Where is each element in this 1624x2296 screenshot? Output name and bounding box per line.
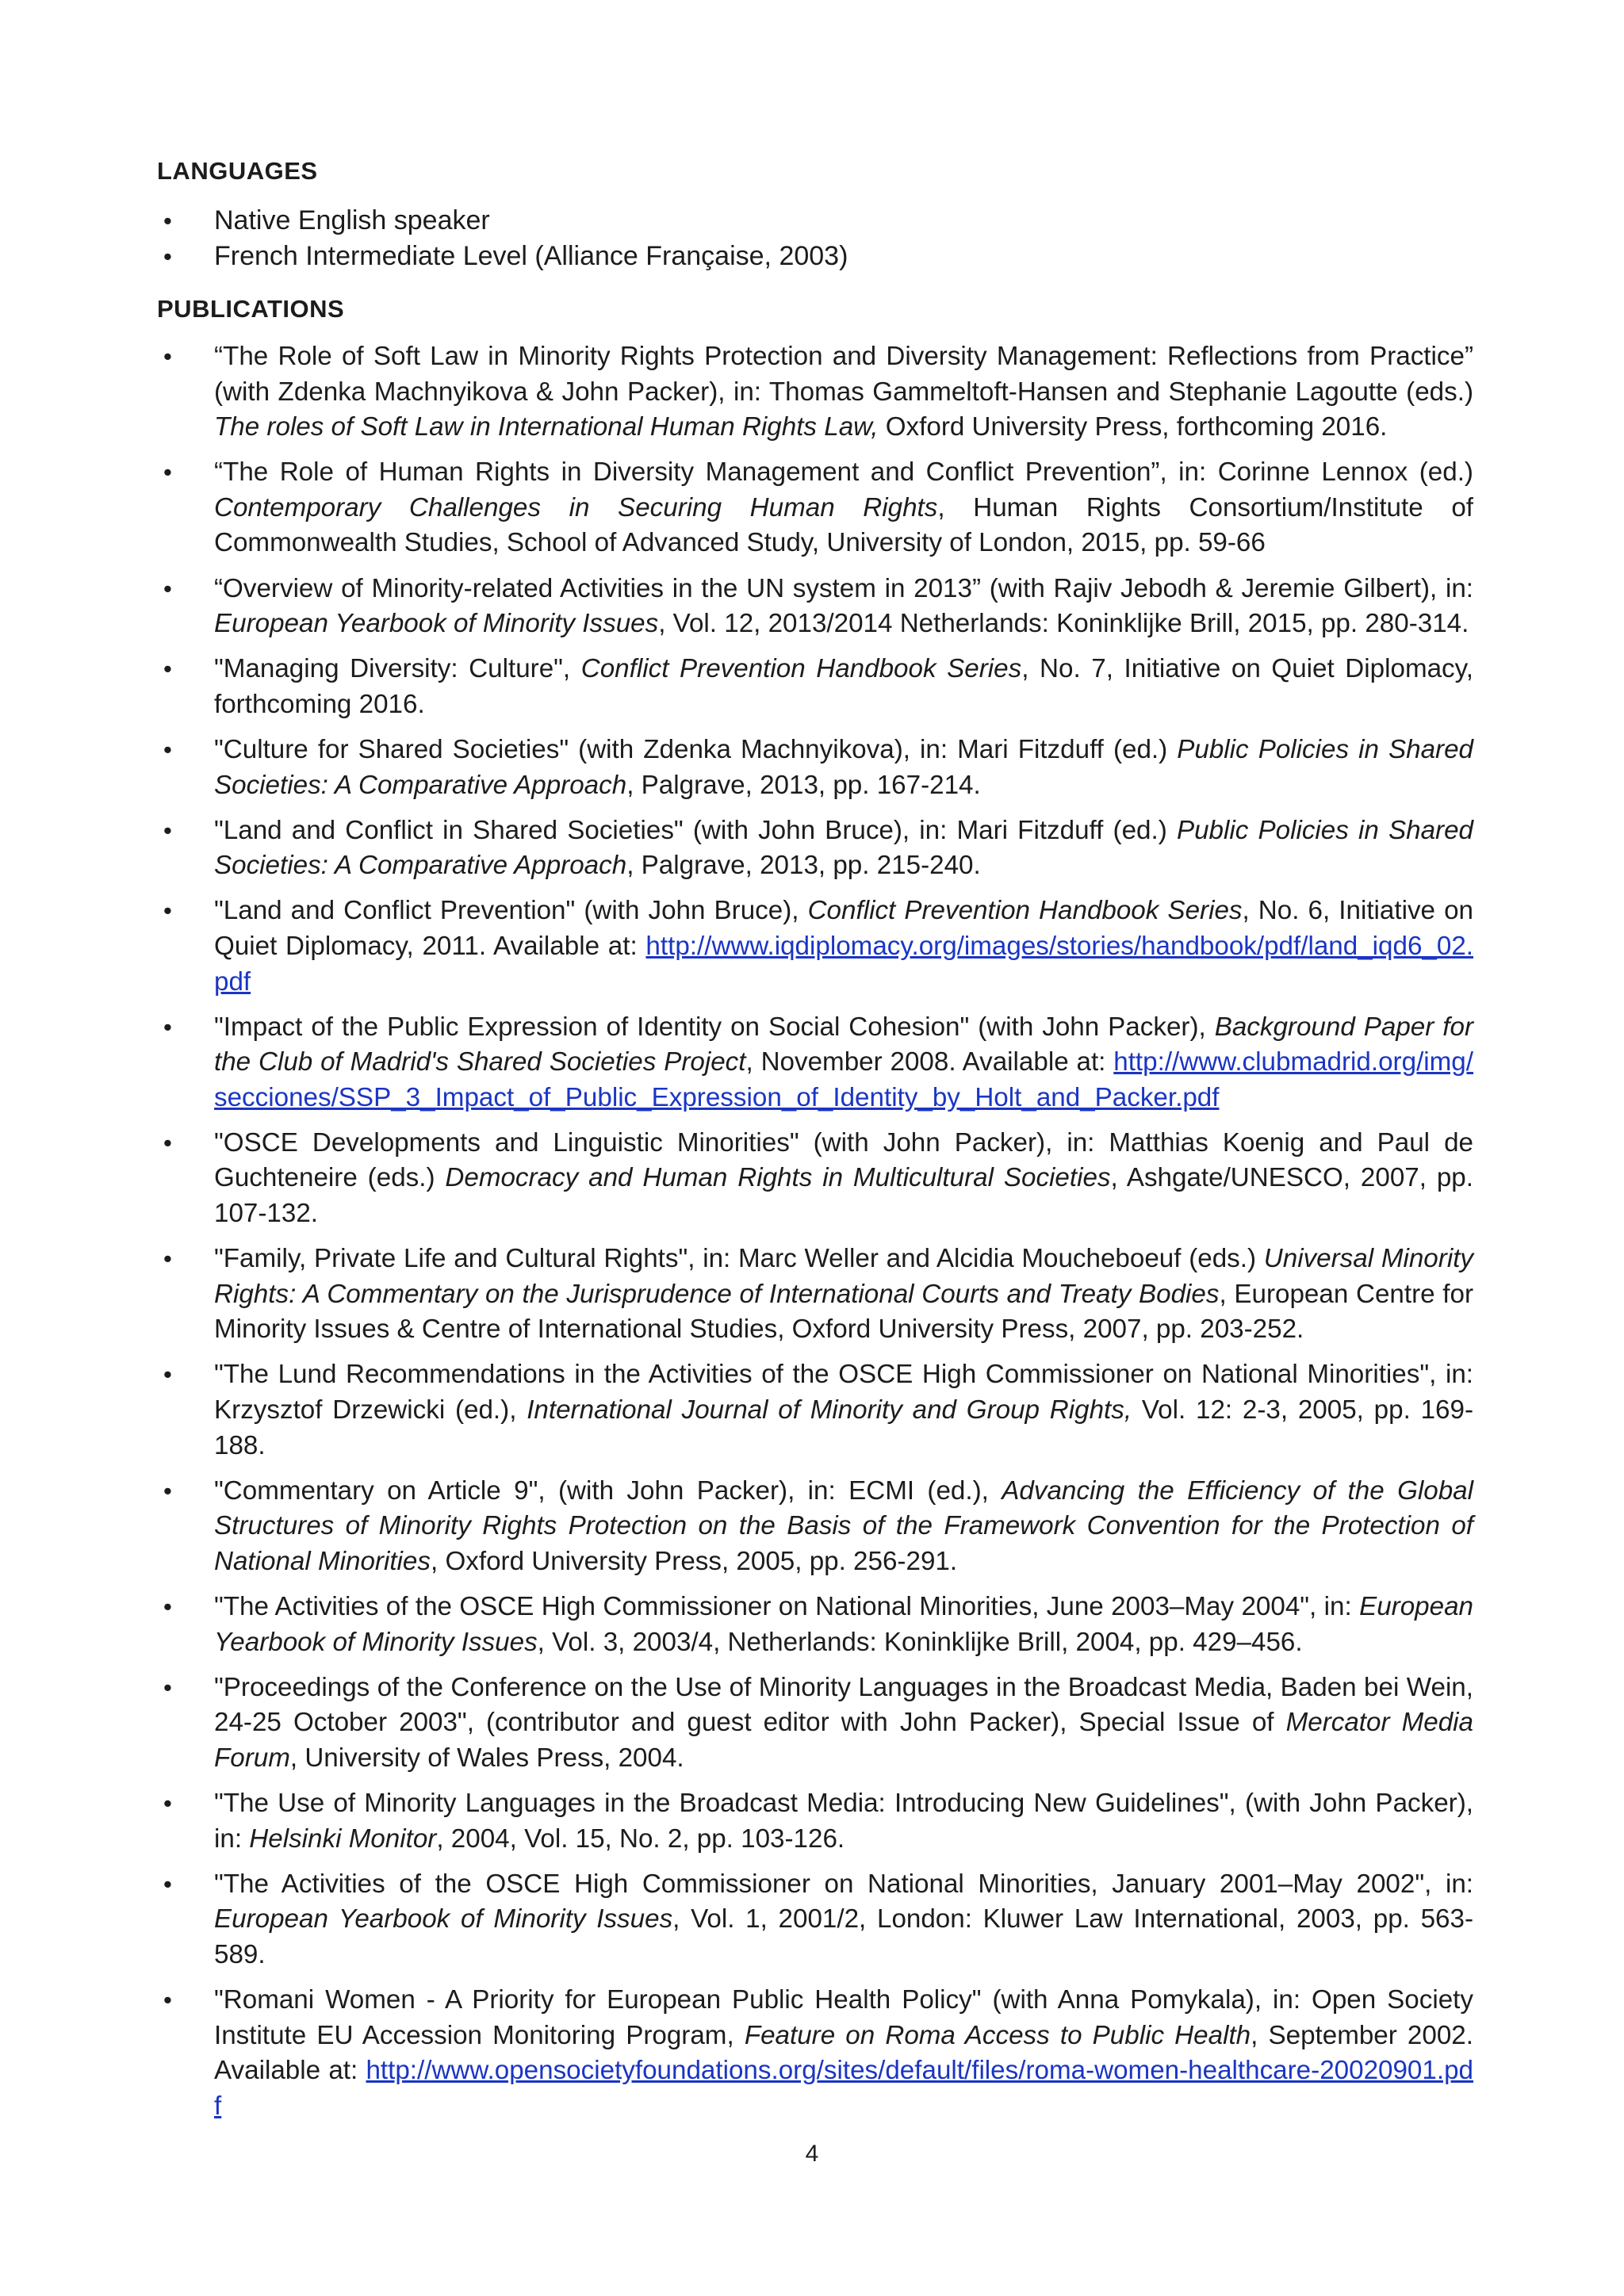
publication-text: "OSCE Developments and Linguistic Minorities" (with John Packer), in: Matthias Koenig and Paul de Guchteneire (eds.) bbox=[214, 1127, 1473, 1193]
publication-title: Conflict Prevention Handbook Series bbox=[580, 654, 1022, 684]
publication-link[interactable]: http://www.opensocietyfoundations.org/sites/default/files/roma-women-healthcare-20020901.pdf bbox=[214, 2056, 1473, 2121]
language-item: • Native English speaker bbox=[157, 203, 1473, 239]
publication-text: "The Lund Recommendations in the Activities of the OSCE High Commissioner on National Minorities", in: Krzysztof Drzewicki (ed.), bbox=[214, 1360, 1473, 1425]
publication-item bbox=[157, 1357, 1473, 1464]
publication-item bbox=[157, 1590, 1473, 1660]
publication-item bbox=[157, 572, 1473, 642]
publication-title: Universal Minority Rights: A Commentary on the Jurisprudence of International Courts and Treaty Bodies bbox=[214, 1244, 1474, 1309]
publication-item bbox=[157, 1126, 1473, 1232]
publication-text: "Commentary on Article 9", (with John Packer), in: ECMI (ed.), bbox=[214, 1475, 1002, 1506]
publication-text: Vol. 12: 2-3, 2005, pp. 169-188. bbox=[214, 1395, 1473, 1460]
publication-item bbox=[157, 733, 1473, 803]
publication-text: "Culture for Shared Societies" (with Zdenka Machnyikova), in: Mari Fitzduff (ed.) bbox=[214, 734, 1178, 764]
publication-text: , European Centre for Minority Issues & Centre of International Studies, Oxford University Press, 2007, pp. 203-252. bbox=[214, 1279, 1474, 1345]
publication-text: Oxford University Press, forthcoming 2016. bbox=[878, 412, 1388, 442]
publications-heading: PUBLICATIONS bbox=[157, 295, 345, 323]
publication-title: Public Policies in Shared Societies: A Comparative Approach bbox=[214, 815, 1473, 881]
publication-text: "Impact of the Public Expression of Identity on Social Cohesion" (with John Packer), bbox=[214, 1012, 1215, 1042]
publication-item bbox=[157, 1867, 1473, 1973]
publication-text: "The Activities of the OSCE High Commissioner on National Minorities, January 2001–May 2002", in: bbox=[214, 1869, 1473, 1899]
publication-title: Feature on Roma Access to Public Health bbox=[744, 2020, 1251, 2050]
publication-link[interactable]: http://www.iqdiplomacy.org/images/stories/handbook/pdf/land_iqd6_02.pdf bbox=[214, 931, 1473, 997]
publication-text: “The Role of Human Rights in Diversity Management and Conflict Prevention”, in: Corinne Lennox (ed.) bbox=[214, 457, 1473, 488]
publication-item bbox=[157, 1670, 1473, 1777]
publication-title: Contemporary Challenges in Securing Human Rights bbox=[214, 492, 938, 522]
publication-item bbox=[157, 339, 1473, 446]
publication-text: "Proceedings of the Conference on the Use of Minority Languages in the Broadcast Media, Baden bei Wein, 24-25 October 2003", (contributor and guest editor with John Packer), Special Issue of bbox=[214, 1672, 1473, 1738]
publication-title: European Yearbook of Minority Issues bbox=[214, 1592, 1473, 1657]
publication-item bbox=[157, 1786, 1473, 1857]
publication-item bbox=[157, 1983, 1473, 2124]
publication-text: , Palgrave, 2013, pp. 215-240. bbox=[626, 851, 981, 881]
publication-text: , Oxford University Press, 2005, pp. 256-291. bbox=[431, 1546, 958, 1576]
publication-link[interactable]: http://www.clubmadrid.org/img/secciones/SSP_3_Impact_of_Public_Expression_of_Identity_by_Holt_and_Packer.pdf bbox=[214, 1047, 1473, 1112]
publication-text: “The Role of Soft Law in Minority Rights Protection and Diversity Management: Reflections from Practice” (with Zdenka Machnyikova & John Packer), in: Thomas Gammeltoft-Hansen and Stephanie Lagoutte (eds.) bbox=[214, 342, 1473, 407]
publication-text: "Land and Conflict Prevention" (with John Bruce), bbox=[214, 896, 808, 926]
publication-text: "The Activities of the OSCE High Commissioner on National Minorities, June 2003–May 2004", in: bbox=[214, 1592, 1360, 1621]
publication-title: International Journal of Minority and Group Rights, bbox=[527, 1395, 1132, 1425]
publication-text: , University of Wales Press, 2004. bbox=[289, 1743, 684, 1773]
languages-list bbox=[157, 203, 1473, 274]
publication-title: Mercator Media Forum bbox=[214, 1708, 1473, 1773]
publication-title: Helsinki Monitor bbox=[249, 1823, 437, 1854]
publication-text: , Vol. 1, 2001/2, London: Kluwer Law International, 2003, pp. 563-589. bbox=[214, 1904, 1474, 1969]
publication-text: "Land and Conflict in Shared Societies" (with John Bruce), in: Mari Fitzduff (ed.) bbox=[214, 815, 1177, 845]
publication-text: , Ashgate/UNESCO, 2007, pp. 107-132. bbox=[214, 1163, 1473, 1229]
publication-title: European Yearbook of Minority Issues bbox=[214, 609, 659, 639]
publication-text: “Overview of Minority-related Activities in the UN system in 2013” (with Rajiv Jebodh & Jeremie Gilbert), in: bbox=[214, 573, 1473, 603]
page-content bbox=[157, 157, 1473, 2134]
languages-heading: LANGUAGES bbox=[157, 157, 318, 185]
publication-item bbox=[157, 894, 1473, 1000]
publication-text: , November 2008. Available at: bbox=[745, 1047, 1114, 1077]
publication-title: Democracy and Human Rights in Multicultural Societies bbox=[445, 1163, 1111, 1193]
publication-text: , 2004, Vol. 15, No. 2, pp. 103-126. bbox=[436, 1823, 845, 1854]
publication-item bbox=[157, 652, 1473, 722]
publication-title: Public Policies in Shared Societies: A Comparative Approach bbox=[214, 734, 1473, 800]
publication-item bbox=[157, 1010, 1473, 1116]
publication-text: "Managing Diversity: Culture", bbox=[214, 654, 581, 684]
publication-title: Advancing the Efficiency of the Global Structures of Minority Rights Protection on the Basis of the Framework Convention for the Protection of National Minorities bbox=[214, 1475, 1473, 1576]
page-number: 4 bbox=[805, 2141, 819, 2167]
publication-text: , No. 7, Initiative on Quiet Diplomacy, forthcoming 2016. bbox=[214, 654, 1473, 719]
publication-text: , Human Rights Consortium/Institute of Commonwealth Studies, School of Advanced Study, University of London, 2015, pp. 59-66 bbox=[214, 492, 1473, 558]
language-item: • French Intermediate Level (Alliance Française, 2003) bbox=[157, 239, 1473, 274]
publication-text: , Vol. 12, 2013/2014 Netherlands: Koninklijke Brill, 2015, pp. 280-314. bbox=[658, 609, 1469, 639]
publication-text: "Family, Private Life and Cultural Rights", in: Marc Weller and Alcidia Moucheboeuf (eds.) bbox=[214, 1244, 1264, 1274]
publication-text: , No. 6, Initiative on Quiet Diplomacy, 2011. Available at: bbox=[214, 896, 1473, 961]
publication-title: Background Paper for the Club of Madrid's Shared Societies Project bbox=[214, 1012, 1473, 1077]
publication-item bbox=[157, 1474, 1473, 1580]
publication-title: The roles of Soft Law in International Human Rights Law, bbox=[214, 412, 879, 442]
publication-item bbox=[157, 1242, 1473, 1348]
publication-title: European Yearbook of Minority Issues bbox=[214, 1904, 673, 1934]
publication-text: "Romani Women - A Priority for European Public Health Policy" (with Anna Pomykala), in: Open Society Institute EU Accession Monitoring Program, bbox=[214, 1984, 1473, 2050]
publication-item bbox=[157, 455, 1473, 561]
publication-text: "The Use of Minority Languages in the Broadcast Media: Introducing New Guidelines", (with John Packer), in: bbox=[214, 1788, 1473, 1854]
publications-list bbox=[157, 339, 1473, 2124]
publication-text: , Palgrave, 2013, pp. 167-214. bbox=[626, 770, 981, 800]
publication-text: , Vol. 3, 2003/4, Netherlands: Koninklijke Brill, 2004, pp. 429–456. bbox=[537, 1627, 1303, 1657]
publication-title: Conflict Prevention Handbook Series bbox=[807, 896, 1243, 926]
publication-text: , September 2002. Available at: bbox=[214, 2020, 1473, 2086]
publication-item bbox=[157, 813, 1473, 884]
